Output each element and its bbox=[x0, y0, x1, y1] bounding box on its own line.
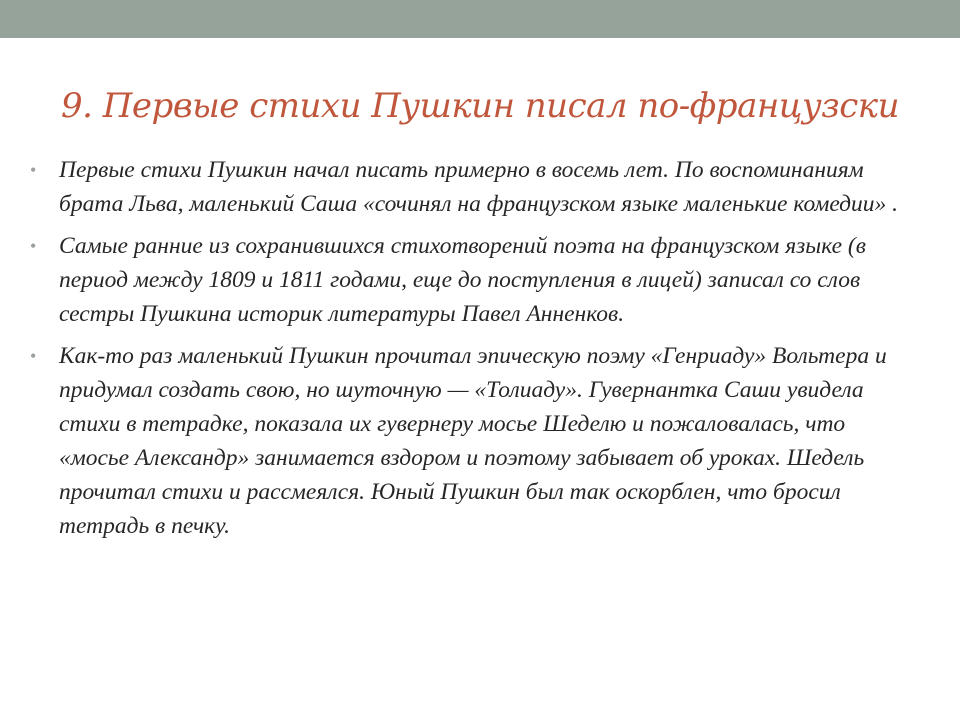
bullet-text: Как-то раз маленький Пушкин прочитал эпическую поэму «Генриаду» Вольтера и придумал создать свою, но шуточную — «Толиаду». Гувернантка Саши увидела стихи в тетрадке, показала их гувернеру мосье Шеделю и пожаловалась, что «мосье Александр» занимается вздором и поэтому забывает об уроках. Шедель прочитал стихи и рассмеялся. Юный Пушкин был так оскорблен, что бросил тетрадь в печку. bbox=[59, 343, 887, 539]
slide-title: 9. Первые стихи Пушкин писал по-французски bbox=[61, 86, 899, 126]
bullet-item bbox=[30, 153, 910, 221]
bullet-item bbox=[30, 229, 910, 331]
top-decorative-bar bbox=[0, 0, 960, 38]
bullet-dot-icon: • bbox=[30, 236, 37, 256]
bullet-item bbox=[30, 339, 910, 543]
bullet-text: Первые стихи Пушкин начал писать примерно в восемь лет. По воспоминаниям брата Льва, маленький Саша «сочинял на французском языке маленькие комедии» . bbox=[59, 157, 899, 217]
bullet-list bbox=[30, 153, 910, 551]
bullet-dot-icon: • bbox=[30, 160, 37, 180]
bullet-dot-icon: • bbox=[30, 346, 37, 366]
bullet-text: Самые ранние из сохранившихся стихотворений поэта на французском языке (в период между 1809 и 1811 годами, еще до поступления в лицей) записал со слов сестры Пушкина историк литературы Павел Анненков. bbox=[59, 233, 866, 327]
